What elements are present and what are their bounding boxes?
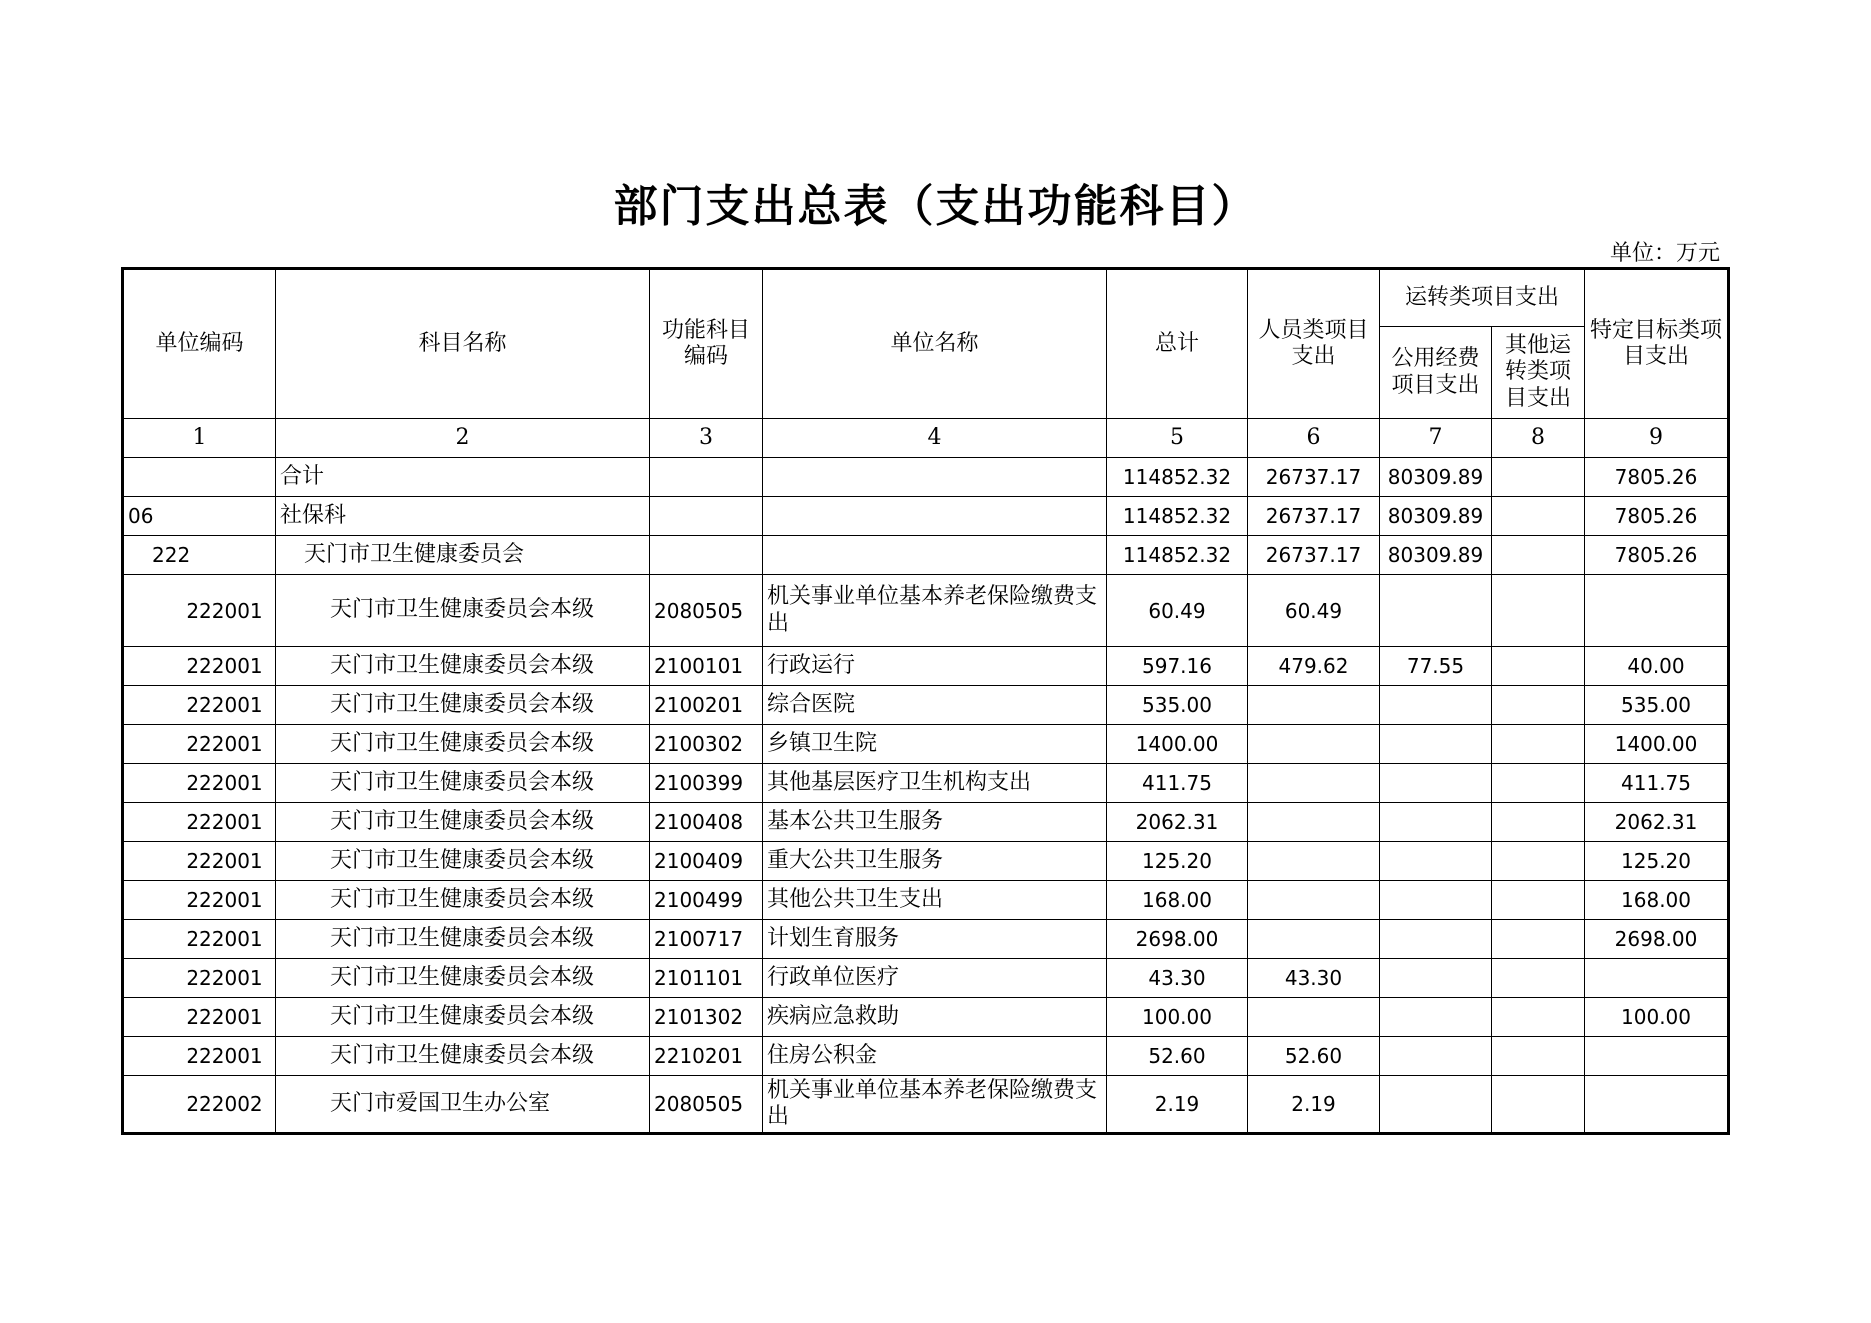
public-expense-cell: 80309.89 [1380, 458, 1492, 497]
other-operation-cell [1492, 998, 1585, 1037]
other-operation-cell [1492, 1076, 1585, 1134]
unit-name-cell: 计划生育服务 [763, 920, 1107, 959]
personnel-cell [1248, 998, 1380, 1037]
other-operation-cell [1492, 881, 1585, 920]
other-operation-cell [1492, 575, 1585, 647]
unit-name-cell: 重大公共卫生服务 [763, 842, 1107, 881]
other-operation-cell [1492, 686, 1585, 725]
subject-name-cell: 合计 [276, 458, 650, 497]
total-cell: 597.16 [1107, 647, 1248, 686]
unit-name-cell [763, 458, 1107, 497]
func-code-cell: 2100201 [650, 686, 763, 725]
func-code-cell: 2100499 [650, 881, 763, 920]
special-cell: 100.00 [1585, 998, 1729, 1037]
unit-name-cell [763, 497, 1107, 536]
other-operation-cell [1492, 536, 1585, 575]
special-cell: 7805.26 [1585, 536, 1729, 575]
func-code-cell: 2080505 [650, 575, 763, 647]
other-operation-cell [1492, 764, 1585, 803]
total-cell: 2.19 [1107, 1076, 1248, 1134]
other-operation-cell [1492, 920, 1585, 959]
personnel-cell: 26737.17 [1248, 458, 1380, 497]
subject-name-cell: 天门市卫生健康委员会本级 [276, 764, 650, 803]
personnel-cell [1248, 686, 1380, 725]
personnel-cell [1248, 920, 1380, 959]
special-cell: 168.00 [1585, 881, 1729, 920]
total-cell: 114852.32 [1107, 458, 1248, 497]
unit-name-cell: 其他基层医疗卫生机构支出 [763, 764, 1107, 803]
func-code-cell: 2101101 [650, 959, 763, 998]
header-operation-group: 运转类项目支出 [1380, 269, 1585, 327]
subject-name-cell: 天门市卫生健康委员会本级 [276, 686, 650, 725]
table-row [123, 686, 1729, 725]
total-cell: 114852.32 [1107, 497, 1248, 536]
func-code-cell: 2100409 [650, 842, 763, 881]
unit-name-cell: 基本公共卫生服务 [763, 803, 1107, 842]
table-row [123, 458, 1729, 497]
func-code-cell: 2210201 [650, 1037, 763, 1076]
personnel-cell [1248, 725, 1380, 764]
func-code-cell [650, 458, 763, 497]
table-row [123, 803, 1729, 842]
unit-code-cell: 222002 [123, 1076, 276, 1134]
unit-code-cell: 222 [123, 536, 276, 575]
special-cell: 2698.00 [1585, 920, 1729, 959]
public-expense-cell [1380, 881, 1492, 920]
table-row [123, 842, 1729, 881]
table-row [123, 575, 1729, 647]
unit-code-cell: 222001 [123, 764, 276, 803]
other-operation-cell [1492, 647, 1585, 686]
table-row [123, 536, 1729, 575]
special-cell: 411.75 [1585, 764, 1729, 803]
public-expense-cell [1380, 959, 1492, 998]
unit-code-cell: 222001 [123, 575, 276, 647]
public-expense-cell: 80309.89 [1380, 497, 1492, 536]
func-code-cell: 2100408 [650, 803, 763, 842]
unit-name-cell: 住房公积金 [763, 1037, 1107, 1076]
unit-name-cell: 行政运行 [763, 647, 1107, 686]
func-code-cell: 2101302 [650, 998, 763, 1037]
header-other-operation: 其他运转类项目支出 [1492, 327, 1585, 419]
personnel-cell: 60.49 [1248, 575, 1380, 647]
table-row [123, 497, 1729, 536]
unit-code-cell: 222001 [123, 1037, 276, 1076]
func-code-cell [650, 536, 763, 575]
index-cell: 7 [1380, 419, 1492, 458]
subject-name-cell: 天门市爱国卫生办公室 [276, 1076, 650, 1134]
unit-code-cell [123, 458, 276, 497]
public-expense-cell: 80309.89 [1380, 536, 1492, 575]
expenditure-table [121, 267, 1730, 1135]
table-row [123, 725, 1729, 764]
unit-code-cell: 222001 [123, 881, 276, 920]
subject-name-cell: 社保科 [276, 497, 650, 536]
subject-name-cell: 天门市卫生健康委员会本级 [276, 725, 650, 764]
subject-name-cell: 天门市卫生健康委员会 [276, 536, 650, 575]
func-code-cell: 2100399 [650, 764, 763, 803]
header-func-code: 功能科目编码 [650, 269, 763, 419]
table-row [123, 881, 1729, 920]
unit-code-cell: 222001 [123, 920, 276, 959]
table-row [123, 764, 1729, 803]
unit-name-cell: 机关事业单位基本养老保险缴费支出 [763, 575, 1107, 647]
personnel-cell: 26737.17 [1248, 497, 1380, 536]
special-cell: 7805.26 [1585, 497, 1729, 536]
special-cell: 125.20 [1585, 842, 1729, 881]
unit-name-cell: 疾病应急救助 [763, 998, 1107, 1037]
index-cell: 5 [1107, 419, 1248, 458]
unit-label: 单位：万元 [1609, 241, 1720, 266]
personnel-cell [1248, 881, 1380, 920]
subject-name-cell: 天门市卫生健康委员会本级 [276, 647, 650, 686]
unit-name-cell: 乡镇卫生院 [763, 725, 1107, 764]
special-cell: 2062.31 [1585, 803, 1729, 842]
table-row [123, 1076, 1729, 1134]
header-total: 总计 [1107, 269, 1248, 419]
personnel-cell [1248, 764, 1380, 803]
personnel-cell [1248, 803, 1380, 842]
total-cell: 100.00 [1107, 998, 1248, 1037]
total-cell: 114852.32 [1107, 536, 1248, 575]
other-operation-cell [1492, 458, 1585, 497]
personnel-cell: 479.62 [1248, 647, 1380, 686]
personnel-cell: 52.60 [1248, 1037, 1380, 1076]
special-cell [1585, 959, 1729, 998]
other-operation-cell [1492, 1037, 1585, 1076]
special-cell [1585, 1076, 1729, 1134]
func-code-cell: 2100302 [650, 725, 763, 764]
total-cell: 1400.00 [1107, 725, 1248, 764]
subject-name-cell: 天门市卫生健康委员会本级 [276, 998, 650, 1037]
special-cell [1585, 1037, 1729, 1076]
unit-code-cell: 222001 [123, 959, 276, 998]
public-expense-cell [1380, 998, 1492, 1037]
total-cell: 52.60 [1107, 1037, 1248, 1076]
other-operation-cell [1492, 725, 1585, 764]
unit-code-cell: 222001 [123, 686, 276, 725]
personnel-cell: 43.30 [1248, 959, 1380, 998]
special-cell: 535.00 [1585, 686, 1729, 725]
index-cell: 1 [123, 419, 276, 458]
header-personnel: 人员类项目支出 [1248, 269, 1380, 419]
index-cell: 4 [763, 419, 1107, 458]
unit-code-cell: 222001 [123, 842, 276, 881]
special-cell: 7805.26 [1585, 458, 1729, 497]
subject-name-cell: 天门市卫生健康委员会本级 [276, 575, 650, 647]
personnel-cell [1248, 842, 1380, 881]
func-code-cell: 2080505 [650, 1076, 763, 1134]
unit-code-cell: 222001 [123, 998, 276, 1037]
other-operation-cell [1492, 959, 1585, 998]
public-expense-cell [1380, 803, 1492, 842]
other-operation-cell [1492, 803, 1585, 842]
index-cell: 6 [1248, 419, 1380, 458]
index-cell: 9 [1585, 419, 1729, 458]
unit-name-cell: 其他公共卫生支出 [763, 881, 1107, 920]
subject-name-cell: 天门市卫生健康委员会本级 [276, 881, 650, 920]
unit-name-cell: 行政单位医疗 [763, 959, 1107, 998]
public-expense-cell [1380, 1037, 1492, 1076]
other-operation-cell [1492, 497, 1585, 536]
subject-name-cell: 天门市卫生健康委员会本级 [276, 1037, 650, 1076]
special-cell: 1400.00 [1585, 725, 1729, 764]
public-expense-cell [1380, 686, 1492, 725]
personnel-cell: 2.19 [1248, 1076, 1380, 1134]
public-expense-cell [1380, 575, 1492, 647]
public-expense-cell [1380, 842, 1492, 881]
table-row [123, 920, 1729, 959]
header-special: 特定目标类项目支出 [1585, 269, 1729, 419]
unit-name-cell: 机关事业单位基本养老保险缴费支出 [763, 1076, 1107, 1134]
subject-name-cell: 天门市卫生健康委员会本级 [276, 959, 650, 998]
func-code-cell: 2100101 [650, 647, 763, 686]
table-row [123, 998, 1729, 1037]
personnel-cell: 26737.17 [1248, 536, 1380, 575]
header-unit-name: 单位名称 [763, 269, 1107, 419]
index-cell: 3 [650, 419, 763, 458]
public-expense-cell [1380, 764, 1492, 803]
total-cell: 125.20 [1107, 842, 1248, 881]
unit-code-cell: 06 [123, 497, 276, 536]
public-expense-cell [1380, 725, 1492, 764]
header-public-expense: 公用经费项目支出 [1380, 327, 1492, 419]
total-cell: 60.49 [1107, 575, 1248, 647]
index-cell: 2 [276, 419, 650, 458]
public-expense-cell [1380, 920, 1492, 959]
public-expense-cell [1380, 1076, 1492, 1134]
unit-code-cell: 222001 [123, 803, 276, 842]
table-row [123, 959, 1729, 998]
index-cell: 8 [1492, 419, 1585, 458]
unit-name-cell: 综合医院 [763, 686, 1107, 725]
header-subject-name: 科目名称 [276, 269, 650, 419]
subject-name-cell: 天门市卫生健康委员会本级 [276, 842, 650, 881]
table-row [123, 1037, 1729, 1076]
table-row [123, 647, 1729, 686]
header-unit-code: 单位编码 [123, 269, 276, 419]
func-code-cell [650, 497, 763, 536]
page-title: 部门支出总表（支出功能科目） [613, 181, 1258, 232]
func-code-cell: 2100717 [650, 920, 763, 959]
special-cell [1585, 575, 1729, 647]
unit-code-cell: 222001 [123, 725, 276, 764]
total-cell: 43.30 [1107, 959, 1248, 998]
other-operation-cell [1492, 842, 1585, 881]
special-cell: 40.00 [1585, 647, 1729, 686]
total-cell: 2698.00 [1107, 920, 1248, 959]
total-cell: 168.00 [1107, 881, 1248, 920]
unit-code-cell: 222001 [123, 647, 276, 686]
public-expense-cell: 77.55 [1380, 647, 1492, 686]
unit-name-cell [763, 536, 1107, 575]
total-cell: 2062.31 [1107, 803, 1248, 842]
total-cell: 411.75 [1107, 764, 1248, 803]
subject-name-cell: 天门市卫生健康委员会本级 [276, 803, 650, 842]
total-cell: 535.00 [1107, 686, 1248, 725]
subject-name-cell: 天门市卫生健康委员会本级 [276, 920, 650, 959]
